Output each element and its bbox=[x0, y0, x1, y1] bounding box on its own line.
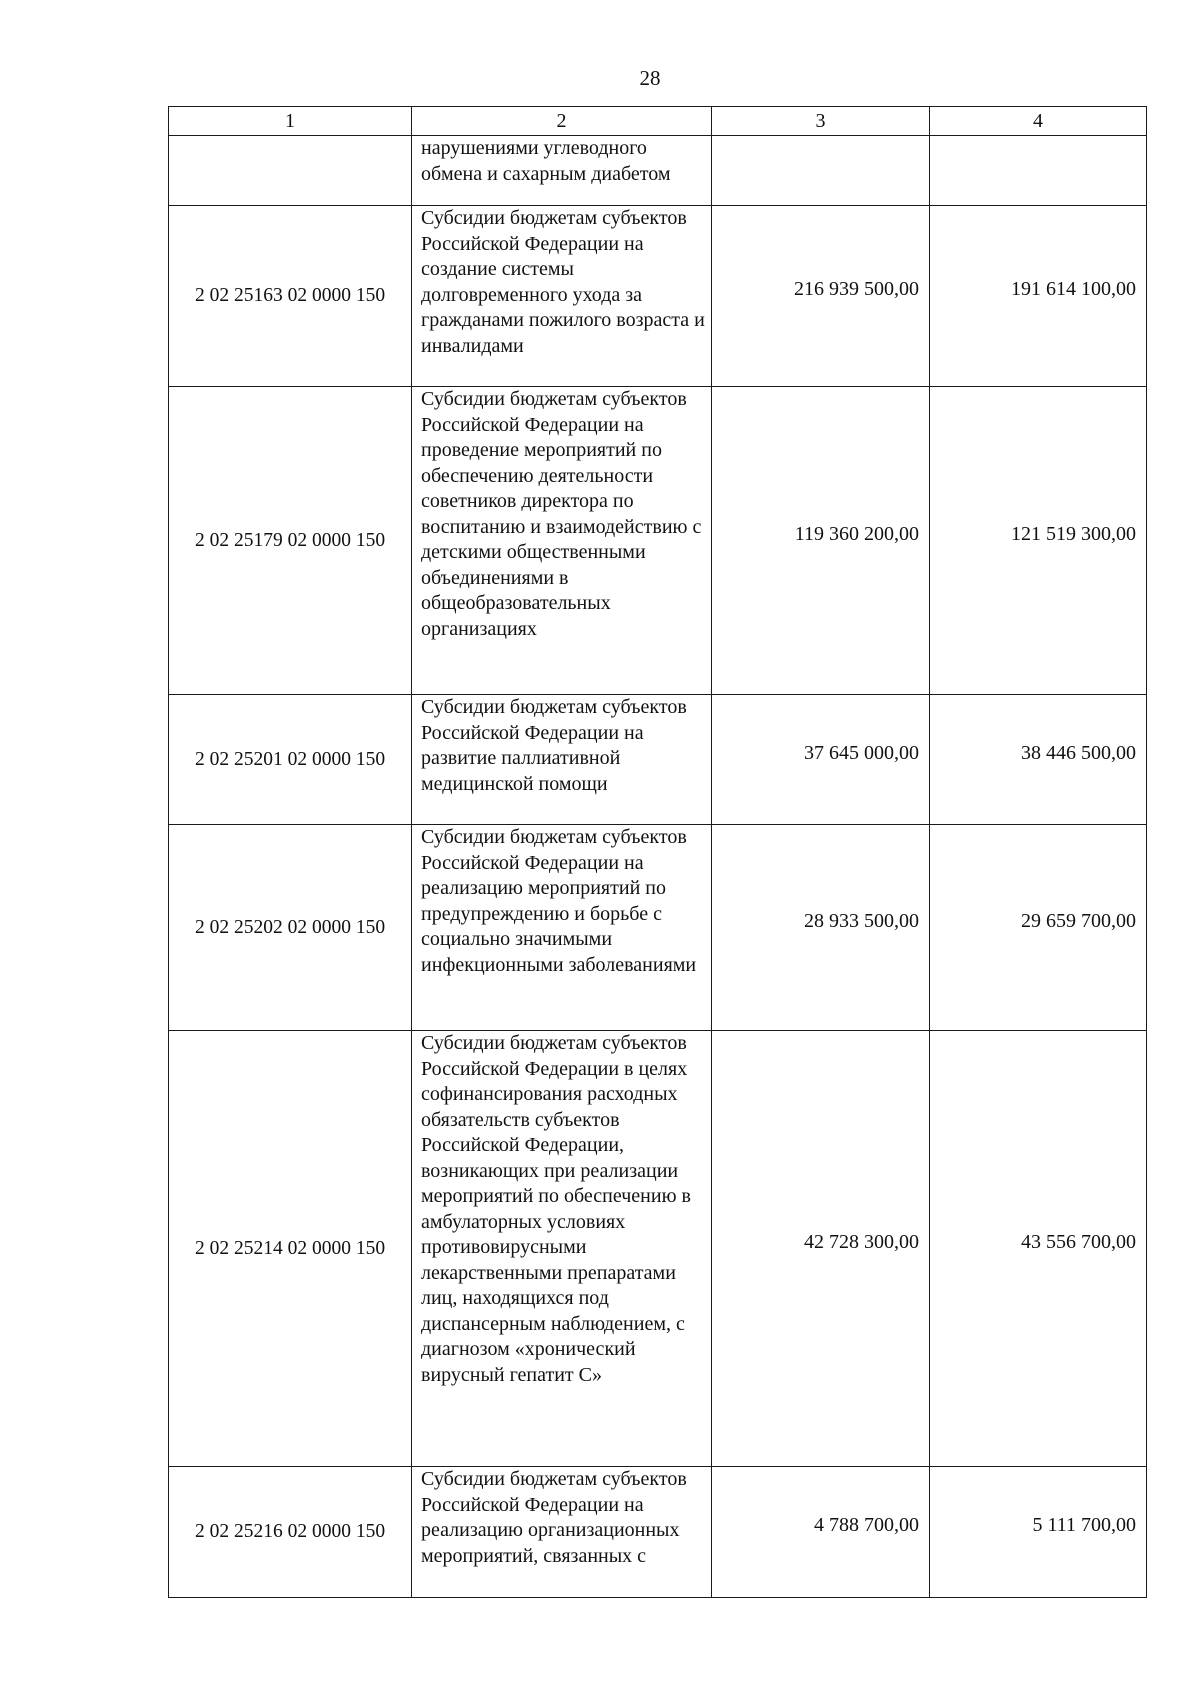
row-code bbox=[169, 136, 412, 206]
row-amount-col4: 43 556 700,00 bbox=[930, 1031, 1147, 1467]
column-header-1: 1 bbox=[169, 107, 412, 136]
row-name: Субсидии бюджетам субъектов Российской Федерации в целях софинансирования расходных обязательств субъектов Российской Федерации, возникающих при реализации мероприятий по обеспечению в амбулаторных условиях противовирусными лекарственными препаратами лиц, находящихся под диспансерным наблюдением, с диагнозом «хронический вирусный гепатит С» bbox=[412, 1031, 712, 1467]
row-code: 2 02 25201 02 0000 150 bbox=[169, 695, 412, 825]
row-amount-col3: 216 939 500,00 bbox=[712, 206, 930, 387]
row-amount-col4: 121 519 300,00 bbox=[930, 387, 1147, 695]
table-row bbox=[169, 387, 1147, 695]
table-row bbox=[169, 136, 1147, 206]
row-amount-col4: 38 446 500,00 bbox=[930, 695, 1147, 825]
row-code: 2 02 25163 02 0000 150 bbox=[169, 206, 412, 387]
row-code: 2 02 25179 02 0000 150 bbox=[169, 387, 412, 695]
row-amount-col4: 5 111 700,00 bbox=[930, 1467, 1147, 1598]
row-amount-col4: 191 614 100,00 bbox=[930, 206, 1147, 387]
column-header-2: 2 bbox=[412, 107, 712, 136]
row-amount-col3: 42 728 300,00 bbox=[712, 1031, 930, 1467]
budget-table bbox=[168, 106, 1147, 1598]
row-amount-col3: 28 933 500,00 bbox=[712, 825, 930, 1031]
page-number: 28 bbox=[639, 66, 661, 90]
table-row bbox=[169, 825, 1147, 1031]
row-name: Субсидии бюджетам субъектов Российской Федерации на создание системы долговременного ухода за гражданами пожилого возраста и инвалидами bbox=[412, 206, 712, 387]
row-name: Субсидии бюджетам субъектов Российской Федерации на реализацию мероприятий по предупреждению и борьбе с социально значимыми инфекционными заболеваниями bbox=[412, 825, 712, 1031]
row-amount-col3: 37 645 000,00 bbox=[712, 695, 930, 825]
row-amount-col4: 29 659 700,00 bbox=[930, 825, 1147, 1031]
table-row bbox=[169, 1467, 1147, 1598]
row-code: 2 02 25202 02 0000 150 bbox=[169, 825, 412, 1031]
row-amount-col3: 4 788 700,00 bbox=[712, 1467, 930, 1598]
row-code: 2 02 25214 02 0000 150 bbox=[169, 1031, 412, 1467]
table-header-row bbox=[169, 107, 1147, 136]
row-amount-col3: 119 360 200,00 bbox=[712, 387, 930, 695]
table-row bbox=[169, 1031, 1147, 1467]
row-name: Субсидии бюджетам субъектов Российской Федерации на реализацию организационных мероприятий, связанных с bbox=[412, 1467, 712, 1598]
row-amount-col3 bbox=[712, 136, 930, 206]
row-amount-col4 bbox=[930, 136, 1147, 206]
table-row bbox=[169, 695, 1147, 825]
column-header-3: 3 bbox=[712, 107, 930, 136]
row-code: 2 02 25216 02 0000 150 bbox=[169, 1467, 412, 1598]
row-name: Субсидии бюджетам субъектов Российской Федерации на развитие паллиативной медицинской помощи bbox=[412, 695, 712, 825]
column-header-4: 4 bbox=[930, 107, 1147, 136]
table-row bbox=[169, 206, 1147, 387]
row-name: Субсидии бюджетам субъектов Российской Федерации на проведение мероприятий по обеспечению деятельности советников директора по воспитанию и взаимодействию с детскими общественными объединениями в общеобразовательных организациях bbox=[412, 387, 712, 695]
row-name: нарушениями углеводного обмена и сахарным диабетом bbox=[412, 136, 712, 206]
